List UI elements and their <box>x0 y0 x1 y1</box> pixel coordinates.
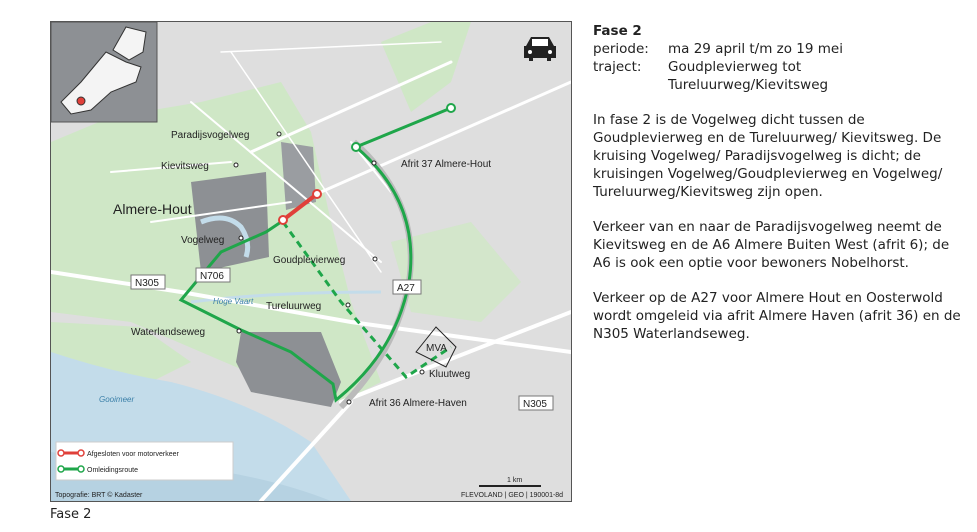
credit-right: FLEVOLAND | GEO | 190001-8d <box>461 492 564 499</box>
label-paradijsvogelweg: Paradijsvogelweg <box>171 130 250 141</box>
paragraph-closure: In fase 2 is de Vogelweg dicht tussen de Goudplevierweg en de Tureluurweg/ Kievitsweg. De kruising Vogelweg/ Paradijsvogelweg is dicht; de kruisingen Vogelweg/Goudplevierweg en Vogelweg/ Tureluurweg/Kievitsweg zijn open. <box>593 112 943 200</box>
route-value-2: Tureluurweg/Kievitsweg <box>668 77 829 93</box>
route-key: traject: <box>593 59 642 75</box>
label-almere-hout: Almere-Hout <box>113 201 192 217</box>
figure-caption: Fase 2 <box>50 507 92 522</box>
period-value: ma 29 april t/m zo 19 mei <box>668 41 843 57</box>
label-gooimeer: Gooimeer <box>99 395 135 404</box>
label-hoge-vaart: Hoge Vaart <box>213 297 254 306</box>
phase-title: Fase 2 <box>593 23 642 39</box>
shield-n305-west <box>131 275 165 289</box>
label-waterlandseweg: Waterlandseweg <box>131 327 206 338</box>
svg-text:N305: N305 <box>523 399 547 410</box>
route-row <box>593 58 963 94</box>
label-mva: MVA <box>426 343 447 354</box>
paragraph-a27: Verkeer op de A27 voor Almere Hout en Oosterwold wordt omgeleid via afrit Almere Haven (afrit 36) en de N305 Waterlandseweg. <box>593 290 961 342</box>
label-vogelweg: Vogelweg <box>181 235 225 246</box>
credit-left: Topografie: BRT © Kadaster <box>55 492 143 499</box>
label-kluutweg: Kluutweg <box>429 369 471 380</box>
legend-detour: Omleidingsroute <box>87 467 138 474</box>
route-value-1: Goudplevierweg tot <box>668 59 802 75</box>
legend <box>56 442 233 480</box>
shield-n305-east <box>519 396 553 410</box>
label-tureluurweg: Tureluurweg <box>266 301 322 312</box>
label-afrit36: Afrit 36 Almere-Haven <box>369 398 467 409</box>
svg-text:A27: A27 <box>397 283 415 294</box>
label-afrit37: Afrit 37 Almere-Hout <box>401 159 492 170</box>
info-panel <box>593 22 963 343</box>
period-row <box>593 40 963 58</box>
paragraph-paradijsvogelweg: Verkeer van en naar de Paradijsvogelweg neemt de Kievitsweg en de A6 Almere Buiten West (afrit 6); de A6 is ook een optie voor bewoners Nobelhorst. <box>593 219 950 271</box>
svg-text:1 km: 1 km <box>507 477 523 484</box>
label-goudplevierweg: Goudplevierweg <box>273 255 346 266</box>
map[interactable] <box>50 21 572 502</box>
location-marker <box>77 97 85 105</box>
svg-text:N706: N706 <box>200 271 224 282</box>
map-canvas <box>51 22 571 501</box>
shield-n706 <box>196 268 230 282</box>
period-key: periode: <box>593 41 649 57</box>
legend-closed: Afgesloten voor motorverkeer <box>87 451 179 458</box>
label-kievitsweg: Kievitsweg <box>161 161 209 172</box>
shield-a27 <box>393 280 421 294</box>
svg-text:N305: N305 <box>135 278 159 289</box>
